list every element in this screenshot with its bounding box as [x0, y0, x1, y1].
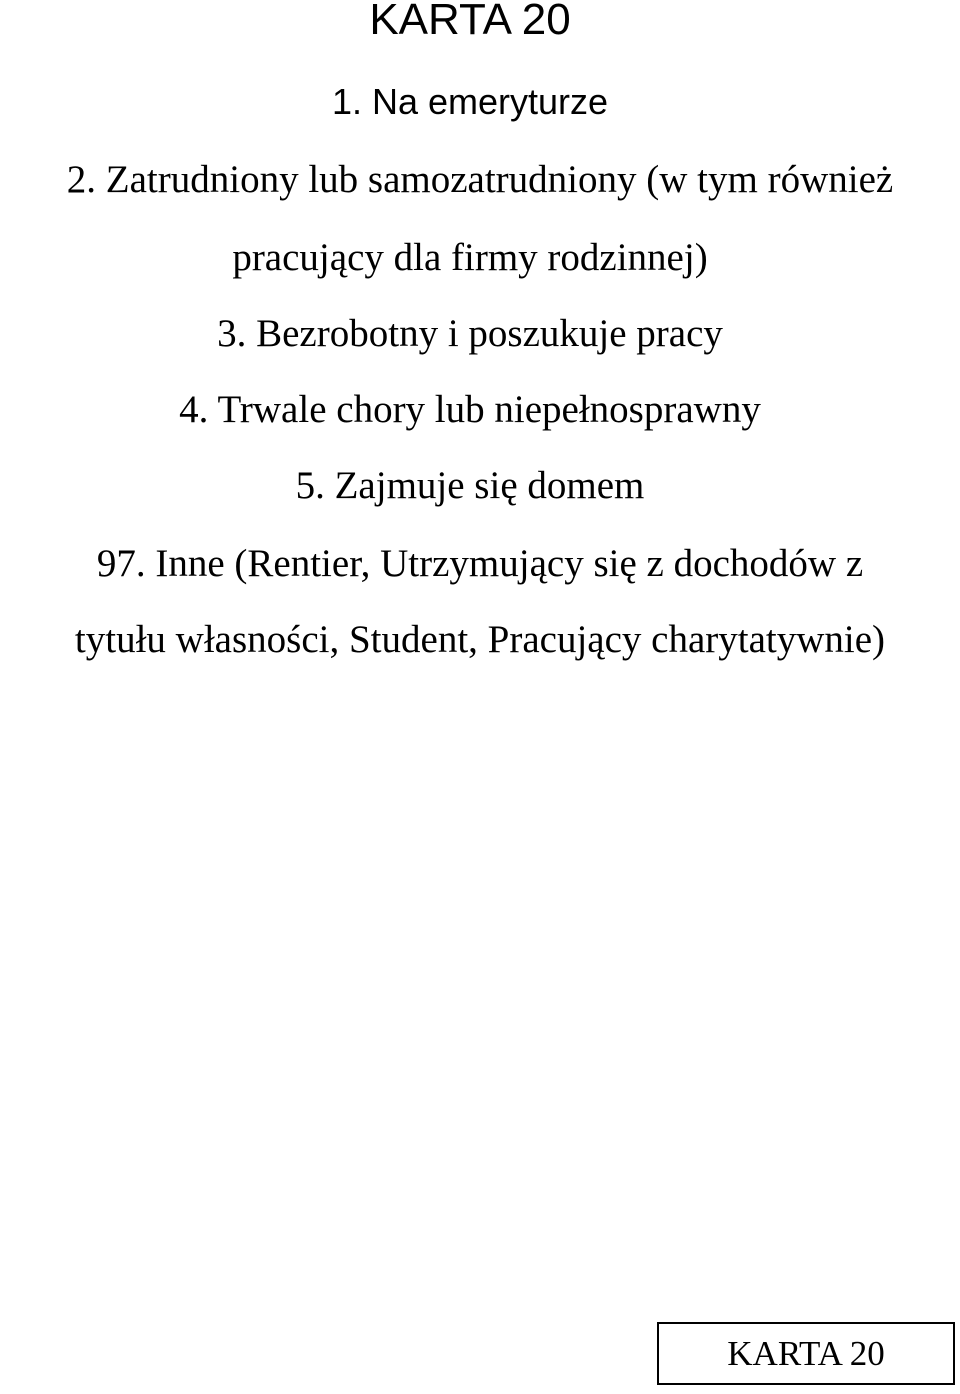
option-4: 4. Trwale chory lub niepełnosprawny	[179, 388, 761, 431]
card-title: KARTA 20	[369, 0, 571, 44]
card-label-box	[657, 1322, 955, 1385]
option-5: 5. Zajmuje się domem	[295, 464, 645, 507]
option-2-line-1: 2. Zatrudniony lub samozatrudniony (w tym również	[66, 158, 894, 201]
card-label: KARTA 20	[727, 1334, 885, 1373]
option-3: 3. Bezrobotny i poszukuje pracy	[217, 312, 723, 355]
option-2-line-2: pracujący dla firmy rodzinnej)	[232, 236, 708, 279]
option-1: 1. Na emeryturze	[331, 81, 609, 122]
option-97-line-1: 97. Inne (Rentier, Utrzymujący się z dochodów z	[96, 542, 864, 585]
option-97-line-2: tytułu własności, Student, Pracujący charytatywnie)	[74, 618, 886, 661]
